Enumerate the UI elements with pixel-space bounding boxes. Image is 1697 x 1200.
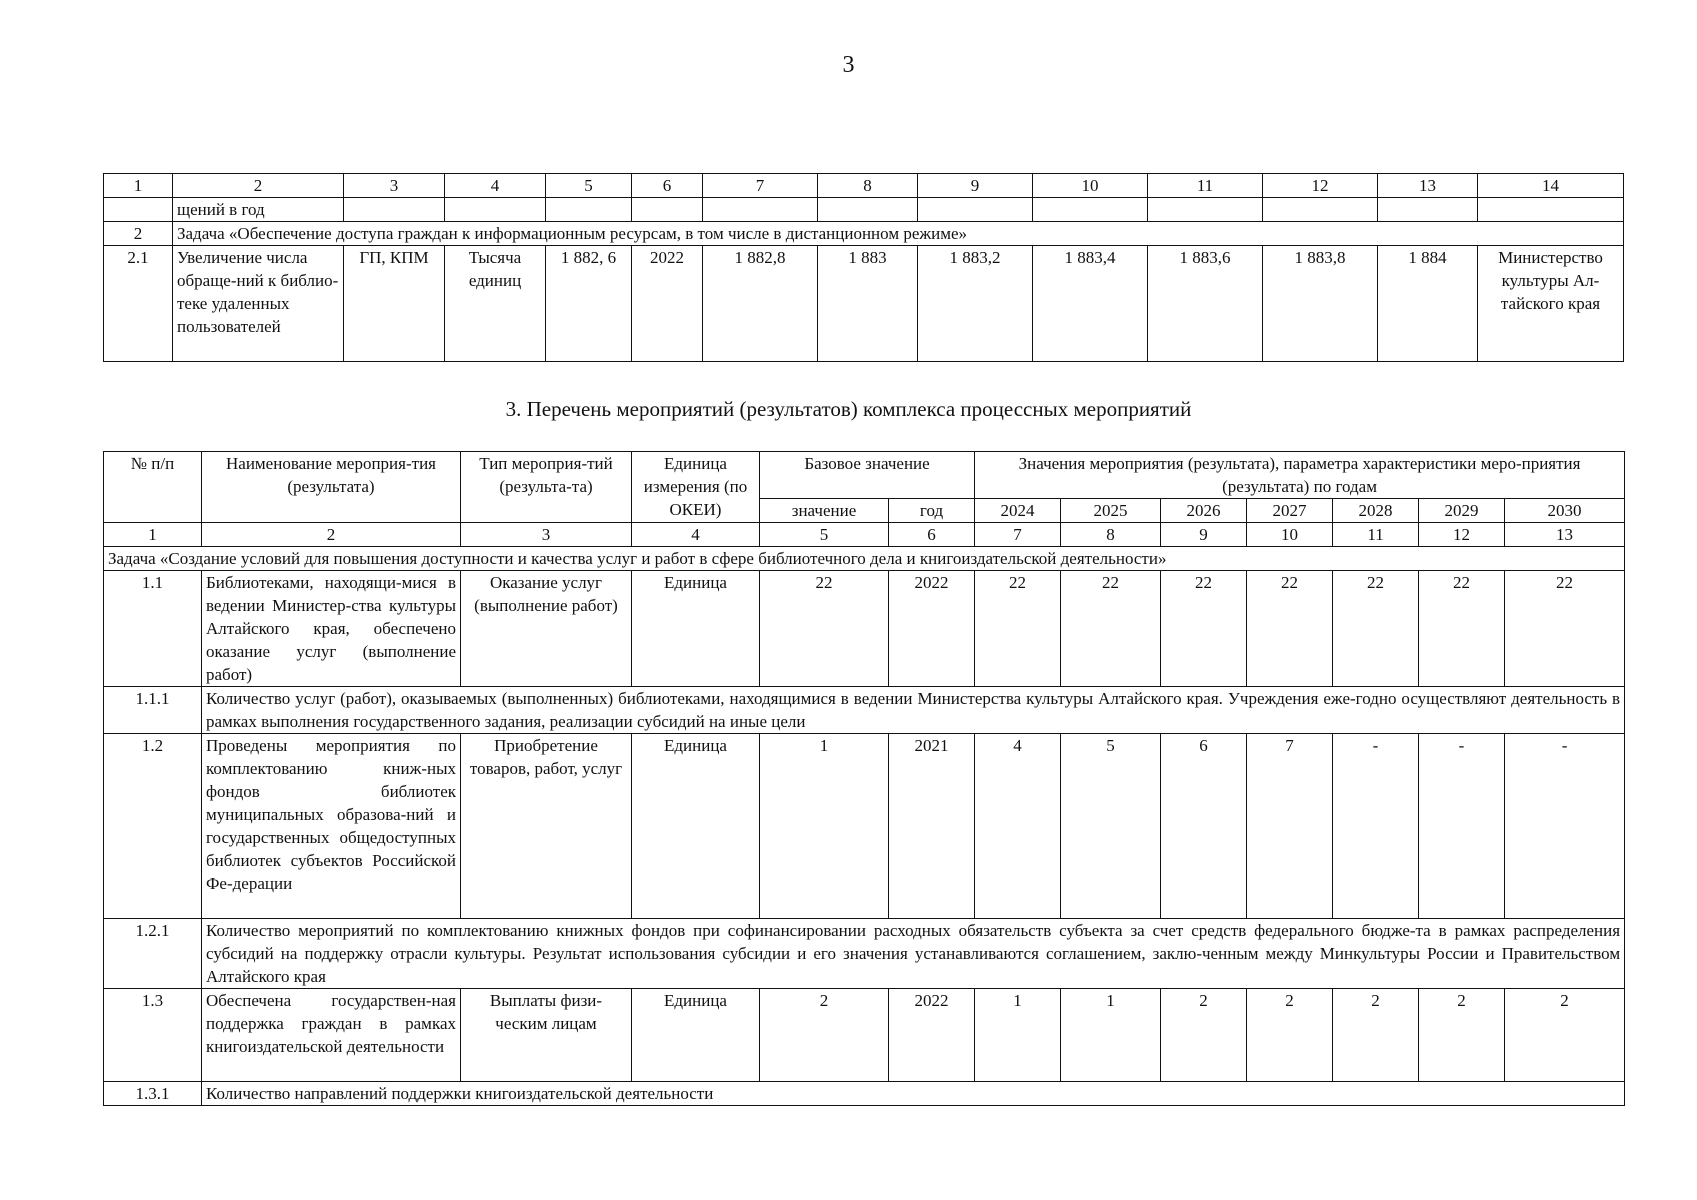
value-cell: 2	[1333, 989, 1419, 1082]
base-year: 2022	[889, 989, 975, 1082]
table1-carry-row	[104, 198, 1624, 222]
task-number: 2	[104, 222, 173, 246]
col-number: 8	[1061, 523, 1161, 547]
value-cell: 2	[1419, 989, 1505, 1082]
header-values: Значения мероприятия (результата), параметра характеристики меро-приятия (результата) по годам	[975, 452, 1625, 499]
col-number: 4	[445, 174, 546, 198]
col-number: 7	[703, 174, 818, 198]
base-year: 2021	[889, 734, 975, 919]
base-value: 1	[760, 734, 889, 919]
header-year: 2029	[1419, 499, 1505, 523]
value-cell: 22	[1061, 571, 1161, 687]
col-number: 9	[1161, 523, 1247, 547]
measure-row-1-2	[104, 734, 1625, 919]
row-number: 1.2.1	[104, 919, 202, 989]
note-row-1-1-1	[104, 687, 1625, 734]
col-number: 7	[975, 523, 1061, 547]
responsible: Министерство культуры Ал-тайского края	[1478, 246, 1624, 362]
table1-column-numbers-row	[104, 174, 1624, 198]
header-base-year: год	[889, 499, 975, 523]
measure-row-1-1	[104, 571, 1625, 687]
measure-type: Приобретение товаров, работ, услуг	[461, 734, 632, 919]
col-number: 6	[632, 174, 703, 198]
header-year: 2026	[1161, 499, 1247, 523]
base-year: 2022	[632, 246, 703, 362]
col-number: 9	[918, 174, 1033, 198]
note-row-1-3-1	[104, 1082, 1625, 1106]
col-number: 8	[818, 174, 918, 198]
value-cell: 2	[1505, 989, 1625, 1082]
col-number: 3	[344, 174, 445, 198]
indicator-level: ГП, КПМ	[344, 246, 445, 362]
col-number: 1	[104, 174, 173, 198]
task-row	[104, 547, 1625, 571]
col-number: 5	[760, 523, 889, 547]
indicator-name: Увеличение числа обраще-ний к библио-теке удаленных пользователей	[173, 246, 344, 362]
value-cell: -	[1333, 734, 1419, 919]
value-cell: 1 883	[818, 246, 918, 362]
col-number: 10	[1033, 174, 1148, 198]
header-year: 2030	[1505, 499, 1625, 523]
indicators-table-continuation	[103, 173, 1624, 362]
carry-text: щений в год	[173, 198, 344, 222]
col-number: 13	[1505, 523, 1625, 547]
col-number: 2	[173, 174, 344, 198]
measures-table	[103, 451, 1625, 1106]
value-cell: 2	[1161, 989, 1247, 1082]
col-number: 11	[1333, 523, 1419, 547]
value-cell: 22	[1505, 571, 1625, 687]
value-cell: 1 883,2	[918, 246, 1033, 362]
col-number: 13	[1378, 174, 1478, 198]
task-text: Задача «Создание условий для повышения доступности и качества услуг и работ в сфере библиотечного дела и книгоиздательской деятельности»	[104, 547, 1625, 571]
measure-name: Библиотеками, находящи-мися в ведении Министер-ства культуры Алтайского края, обеспечено оказание услуг (выполнение работ)	[202, 571, 461, 687]
header-year: 2027	[1247, 499, 1333, 523]
measure-type: Оказание услуг (выполнение работ)	[461, 571, 632, 687]
measure-name: Проведены мероприятия по комплектованию книж-ных фондов библиотек муниципальных образова-ний и государственных общедоступных библиотек субъектов Российской Фе-дерации	[202, 734, 461, 919]
measure-unit: Единица	[632, 989, 760, 1082]
header-num: № п/п	[104, 452, 202, 523]
col-number: 2	[202, 523, 461, 547]
value-cell: 22	[1161, 571, 1247, 687]
col-number: 14	[1478, 174, 1624, 198]
value-cell: 2	[1247, 989, 1333, 1082]
table1-row-2-1	[104, 246, 1624, 362]
col-number: 11	[1148, 174, 1263, 198]
value-cell: 7	[1247, 734, 1333, 919]
header-base-value: значение	[760, 499, 889, 523]
measure-type: Выплаты физи-ческим лицам	[461, 989, 632, 1082]
page-number: 3	[842, 52, 855, 78]
measure-unit: Единица	[632, 571, 760, 687]
value-cell: 22	[1247, 571, 1333, 687]
row-number: 1.1	[104, 571, 202, 687]
value-cell: 1	[1061, 989, 1161, 1082]
col-number: 1	[104, 523, 202, 547]
col-number: 12	[1263, 174, 1378, 198]
value-cell: -	[1419, 734, 1505, 919]
measure-name: Обеспечена государствен-ная поддержка граждан в рамках книгоиздательской деятельности	[202, 989, 461, 1082]
note-text: Количество мероприятий по комплектованию книжных фондов при софинансировании расходных обязательств субъекта за счет средств федерального бюдже-та в рамках распределения субсидий на поддержку отрасли культуры. Результат использования субсидии и его значения устанавливаются соглашением, заклю-ченным между Минкультуры России и Правительством Алтайского края	[202, 919, 1625, 989]
header-year: 2025	[1061, 499, 1161, 523]
value-cell: 1 883,6	[1148, 246, 1263, 362]
measure-row-1-3	[104, 989, 1625, 1082]
value-cell: 1 883,4	[1033, 246, 1148, 362]
col-number: 3	[461, 523, 632, 547]
row-number: 2.1	[104, 246, 173, 362]
value-cell: 1 884	[1378, 246, 1478, 362]
base-value: 2	[760, 989, 889, 1082]
row-number: 1.1.1	[104, 687, 202, 734]
col-number: 6	[889, 523, 975, 547]
header-type: Тип мероприя-тий (результа-та)	[461, 452, 632, 523]
value-cell: 1 883,8	[1263, 246, 1378, 362]
value-cell: 22	[1333, 571, 1419, 687]
section-title: 3. Перечень мероприятий (результатов) комплекса процессных мероприятий	[505, 397, 1192, 421]
table1-task-row	[104, 222, 1624, 246]
value-cell: 22	[975, 571, 1061, 687]
base-value: 22	[760, 571, 889, 687]
value-cell: 4	[975, 734, 1061, 919]
value-cell: 5	[1061, 734, 1161, 919]
note-row-1-2-1	[104, 919, 1625, 989]
table2-column-numbers-row	[104, 523, 1625, 547]
row-number: 1.2	[104, 734, 202, 919]
header-row-1	[104, 452, 1625, 499]
header-base: Базовое значение	[760, 452, 975, 499]
base-year: 2022	[889, 571, 975, 687]
header-year: 2024	[975, 499, 1061, 523]
col-number: 12	[1419, 523, 1505, 547]
task-text: Задача «Обеспечение доступа граждан к информационным ресурсам, в том числе в дистанционном режиме»	[173, 222, 1624, 246]
note-text: Количество направлений поддержки книгоиздательской деятельности	[202, 1082, 1625, 1106]
row-number: 1.3	[104, 989, 202, 1082]
note-text: Количество услуг (работ), оказываемых (выполненных) библиотеками, находящимися в ведении Министерства культуры Алтайского края. Учреждения еже-годно осуществляют деятельность в рамках выполнения государственного задания, реализации субсидий на иные цели	[202, 687, 1625, 734]
header-year: 2028	[1333, 499, 1419, 523]
col-number: 5	[546, 174, 632, 198]
row-number: 1.3.1	[104, 1082, 202, 1106]
value-cell: 22	[1419, 571, 1505, 687]
indicator-unit: Тысяча единиц	[445, 246, 546, 362]
value-cell: 6	[1161, 734, 1247, 919]
base-value: 1 882, 6	[546, 246, 632, 362]
header-unit: Единица измерения (по ОКЕИ)	[632, 452, 760, 523]
header-name: Наименование мероприя-тия (результата)	[202, 452, 461, 523]
value-cell: -	[1505, 734, 1625, 919]
value-cell: 1 882,8	[703, 246, 818, 362]
value-cell: 1	[975, 989, 1061, 1082]
measure-unit: Единица	[632, 734, 760, 919]
col-number: 4	[632, 523, 760, 547]
col-number: 10	[1247, 523, 1333, 547]
